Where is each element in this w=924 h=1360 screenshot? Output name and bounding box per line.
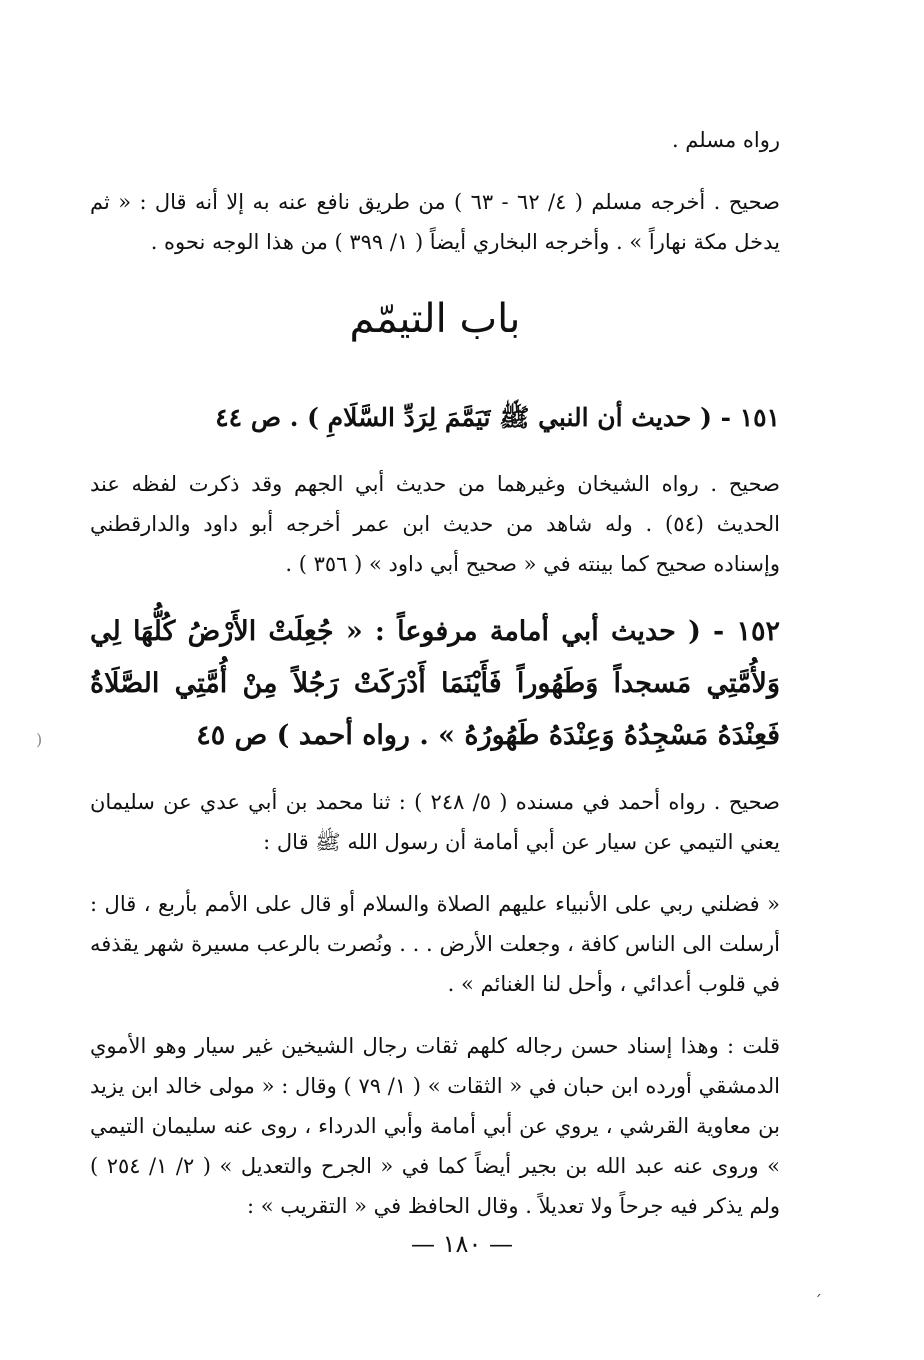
paragraph-commentary: قلت : وهذا إسناد حسن رجاله كلهم ثقات رجال الشيخين غير سيار وهو الأموي الدمشقي أورده ابن حبان في « الثقات » ( ١/ ٧٩ ) وقال : « مولى خالد ابن يزيد بن معاوية القرشي ، يروي عن أبي أمامة وأبي الدرداء ، روى عنه سليمان التيمي » وروى عنه عبد الله بن بجير أيضاً كما في « الجرح والتعديل » ( ٢/ ١/ ٢٥٤ ) ولم يذكر فيه جرحاً ولا تعديلاً . وقال الحافظ في « التقريب » : [90,1034,780,1218]
page-body [90,120,780,1248]
page-number: — ١٨٠ — [411,1230,513,1258]
margin-mark: ) [36,730,43,749]
stray-mark: ´ [814,1292,822,1311]
paragraph-quote: « فضلني ربي على الأنبياء عليهم الصلاة والسلام أو قال على الأمم بأربع ، قال : أرسلت الى الناس كافة ، وجعلت الأرض . . . ونُصرت بالرعب مسيرة شهر يقذفه في قلوب أعدائي ، وأحل لنا الغنائم » . [90,892,780,996]
intro-line: رواه مسلم . [671,128,780,152]
paragraph-takhrij-1: صحيح . أخرجه مسلم ( ٤/ ٦٢ - ٦٣ ) من طريق نافع عنه به إلا أنه قال : « ثم يدخل مكة نهاراً » . وأخرجه البخاري أيضاً ( ١/ ٣٩٩ ) من هذا الوجه نحوه . [90,190,780,254]
paragraph-takhrij-3: صحيح . رواه أحمد في مسنده ( ٥/ ٢٤٨ ) : ثنا محمد بن أبي عدي عن سليمان يعني التيمي عن سيار عن أبي أمامة أن رسول الله ﷺ قال : [90,790,780,854]
hadith-151: ١٥١ - ( حديث أن النبي ﷺ تَيَمَّمَ لِرَدِّ السَّلَامِ ) . ص ٤٤ [215,403,780,432]
chapter-title: باب التيمّم [349,296,521,342]
paragraph-takhrij-2: صحيح . رواه الشيخان وغيرهما من حديث أبي الجهم وقد ذكرت لفظه عند الحديث (٥٤) . وله شاهد من حديث ابن عمر أخرجه أبو داود والدارقطني وإسناده صحيح كما بينته في « صحيح أبي داود » ( ٣٥٦ ) . [90,472,780,576]
hadith-152: ١٥٢ - ( حديث أبي أمامة مرفوعاً : « جُعِلَتْ الأَرْضُ كُلُّهَا لِي وَلأُمَّتِي مَسجداً وَطَهُوراً فَأَيْنَمَا أَدْرَكَتْ رَجُلاً مِنْ أُمَّتِي الصَّلَاةُ فَعِنْدَهُ مَسْجِدُهُ وَعِنْدَهُ طَهُورُهُ » . رواه أحمد ) ص ٤٥ [90,616,780,751]
